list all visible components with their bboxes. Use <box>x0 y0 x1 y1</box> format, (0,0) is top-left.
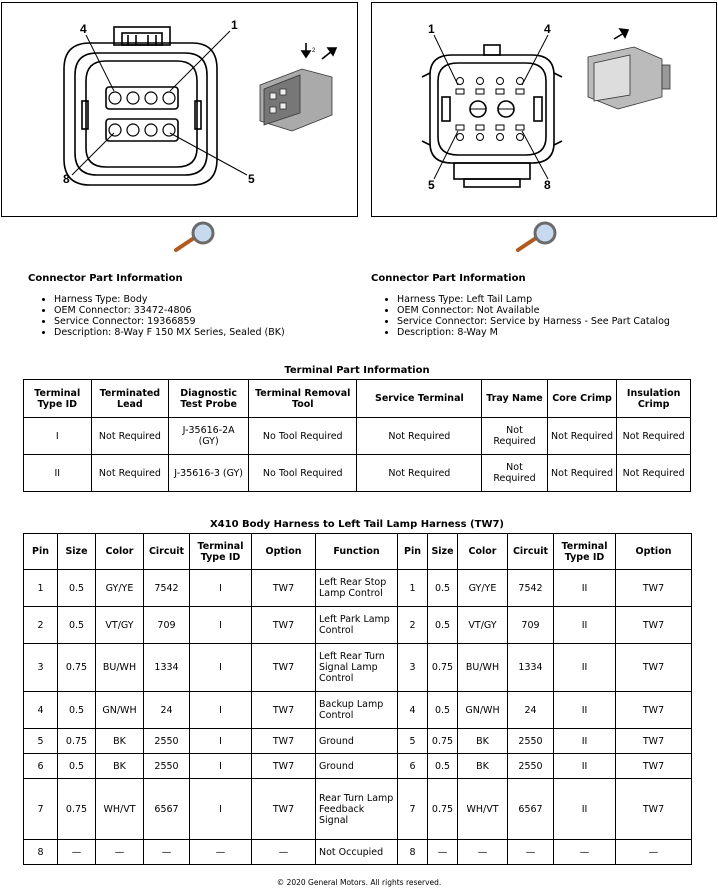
pin-table <box>23 533 692 865</box>
table-row <box>24 840 692 865</box>
table-cell: BK <box>96 729 144 754</box>
table-cell: VT/GY <box>96 607 144 644</box>
table-cell: Not Required <box>547 418 617 455</box>
table-cell: I <box>190 729 252 754</box>
table-cell: 0.5 <box>428 607 458 644</box>
function-cell: Rear Turn Lamp Feedback Signal <box>316 779 398 840</box>
table-cell: No Tool Required <box>249 455 357 492</box>
info-item: • Harness Type: Body <box>54 294 358 305</box>
table-cell: 7 <box>398 779 428 840</box>
table-cell: 4 <box>398 692 428 729</box>
table-cell: BU/WH <box>458 644 508 692</box>
right-connector-diagram <box>371 2 717 217</box>
table-cell: — <box>616 840 692 865</box>
table-cell: TW7 <box>616 607 692 644</box>
table-cell: No Tool Required <box>249 418 357 455</box>
header-cell: Service Terminal <box>357 380 482 418</box>
table-cell: 3 <box>398 644 428 692</box>
table-cell: 5 <box>24 729 58 754</box>
table-cell: I <box>24 418 92 455</box>
table-cell: TW7 <box>252 754 316 779</box>
table-cell: I <box>190 692 252 729</box>
table-cell: J-35616-3 (GY) <box>169 455 249 492</box>
header-cell: Insulation Crimp <box>617 380 691 418</box>
header-cell: Option <box>252 534 316 570</box>
table-cell: 0.75 <box>428 779 458 840</box>
table-cell: TW7 <box>252 644 316 692</box>
table-cell: Not Required <box>547 455 617 492</box>
table-row <box>24 644 692 692</box>
table-cell: 1334 <box>508 644 554 692</box>
table-cell: — <box>96 840 144 865</box>
table-row <box>24 607 692 644</box>
table-cell: 7 <box>24 779 58 840</box>
table-cell: II <box>554 754 616 779</box>
header-cell: Circuit <box>144 534 190 570</box>
table-cell: 5 <box>398 729 428 754</box>
header-cell: Size <box>58 534 96 570</box>
table-cell: WH/VT <box>458 779 508 840</box>
table-cell: 0.75 <box>58 779 96 840</box>
table-cell: Not Required <box>482 455 547 492</box>
table-cell: 0.5 <box>428 570 458 607</box>
table-cell: TW7 <box>616 644 692 692</box>
left-connector-diagram <box>1 2 358 217</box>
table-cell: 2550 <box>508 729 554 754</box>
table-cell: 0.75 <box>58 644 96 692</box>
table-cell: 7542 <box>508 570 554 607</box>
info-item: • Description: 8-Way F 150 MX Series, Sealed (BK) <box>54 327 358 338</box>
header-cell: Circuit <box>508 534 554 570</box>
header-cell: Terminated Lead <box>91 380 169 418</box>
table-cell: II <box>554 729 616 754</box>
table-row <box>24 455 691 492</box>
table-cell: 1334 <box>144 644 190 692</box>
table-cell: 0.5 <box>58 570 96 607</box>
header-cell: Terminal Type ID <box>24 380 92 418</box>
table-cell: II <box>554 692 616 729</box>
table-cell: TW7 <box>616 692 692 729</box>
table-cell: J-35616-2A (GY) <box>169 418 249 455</box>
table-cell: Not Required <box>617 455 691 492</box>
function-cell: Left Park Lamp Control <box>316 607 398 644</box>
table-cell: Not Required <box>617 418 691 455</box>
table-cell: 0.5 <box>428 692 458 729</box>
header-cell: Terminal Type ID <box>554 534 616 570</box>
table-cell: TW7 <box>252 779 316 840</box>
table-cell: 0.5 <box>58 754 96 779</box>
table-cell: 7542 <box>144 570 190 607</box>
table-cell: 0.5 <box>58 607 96 644</box>
magnifier-icon[interactable] <box>172 220 218 254</box>
table-cell: 2 <box>398 607 428 644</box>
table-cell: 0.5 <box>58 692 96 729</box>
table-row <box>24 418 691 455</box>
table-cell: GY/YE <box>96 570 144 607</box>
table-cell: — <box>58 840 96 865</box>
table-cell: 24 <box>508 692 554 729</box>
table-cell: 6567 <box>144 779 190 840</box>
function-cell: Ground <box>316 754 398 779</box>
info-item: • Harness Type: Left Tail Lamp <box>397 294 711 305</box>
header-cell: Terminal Type ID <box>190 534 252 570</box>
table-cell: TW7 <box>252 692 316 729</box>
pin-label-top-left: 4 <box>80 22 87 36</box>
table-row <box>24 729 692 754</box>
pin-table-title: X410 Body Harness to Left Tail Lamp Harness (TW7) <box>209 519 505 530</box>
table-cell: VT/GY <box>458 607 508 644</box>
header-cell: Pin <box>398 534 428 570</box>
table-cell: TW7 <box>252 729 316 754</box>
header-cell: Option <box>616 534 692 570</box>
left-connector-info <box>28 273 358 338</box>
table-cell: II <box>554 570 616 607</box>
table-cell: — <box>554 840 616 865</box>
table-cell: GN/WH <box>96 692 144 729</box>
copyright-footer: © 2020 General Motors. All rights reserved. <box>276 878 442 887</box>
table-cell: TW7 <box>616 779 692 840</box>
table-row <box>24 779 692 840</box>
table-row <box>24 692 692 729</box>
table-cell: 0.75 <box>428 729 458 754</box>
connector-info-heading: Connector Part Information <box>28 273 183 284</box>
table-cell: 709 <box>508 607 554 644</box>
header-cell: Function <box>316 534 398 570</box>
table-cell: Not Required <box>91 418 169 455</box>
connector-info-heading: Connector Part Information <box>371 273 526 284</box>
table-cell: TW7 <box>616 729 692 754</box>
table-cell: Not Required <box>482 418 547 455</box>
table-cell: 6567 <box>508 779 554 840</box>
header-cell: Color <box>96 534 144 570</box>
table-cell: I <box>190 570 252 607</box>
table-cell: TW7 <box>252 570 316 607</box>
function-cell: Left Rear Stop Lamp Control <box>316 570 398 607</box>
right-connector-info <box>371 273 711 338</box>
table-cell: I <box>190 754 252 779</box>
function-cell: Ground <box>316 729 398 754</box>
table-cell: GY/YE <box>458 570 508 607</box>
table-cell: 6 <box>398 754 428 779</box>
svg-text:2: 2 <box>312 48 316 54</box>
table-cell: BU/WH <box>96 644 144 692</box>
table-cell: TW7 <box>616 754 692 779</box>
table-cell: I <box>190 644 252 692</box>
header-cell: Pin <box>24 534 58 570</box>
header-cell: Diagnostic Test Probe <box>169 380 249 418</box>
header-cell: Terminal Removal Tool <box>249 380 357 418</box>
table-cell: 24 <box>144 692 190 729</box>
table-cell: 0.5 <box>428 754 458 779</box>
table-cell: — <box>508 840 554 865</box>
table-cell: TW7 <box>252 607 316 644</box>
pin-label-top-right: 1 <box>231 18 238 32</box>
table-cell: 1 <box>398 570 428 607</box>
pin-label-bottom-right: 8 <box>544 178 551 192</box>
table-cell: — <box>144 840 190 865</box>
terminal-table <box>23 379 691 492</box>
table-cell: 2550 <box>144 729 190 754</box>
function-cell: Left Rear Turn Signal Lamp Control <box>316 644 398 692</box>
table-cell: 2 <box>24 607 58 644</box>
table-cell: 2550 <box>144 754 190 779</box>
table-cell: 1 <box>24 570 58 607</box>
header-cell: Size <box>428 534 458 570</box>
info-item: • Description: 8-Way M <box>397 327 711 338</box>
table-cell: TW7 <box>616 570 692 607</box>
table-cell: I <box>190 779 252 840</box>
terminal-table-title: Terminal Part Information <box>284 365 430 376</box>
header-cell: Tray Name <box>482 380 547 418</box>
table-cell: — <box>458 840 508 865</box>
pin-label-bottom-right: 5 <box>248 172 255 186</box>
table-cell: II <box>554 779 616 840</box>
table-cell: Not Required <box>91 455 169 492</box>
table-cell: 709 <box>144 607 190 644</box>
table-cell: Not Required <box>357 455 482 492</box>
header-cell: Core Crimp <box>547 380 617 418</box>
magnifier-icon[interactable] <box>514 220 560 254</box>
table-cell: II <box>24 455 92 492</box>
table-row <box>24 570 692 607</box>
pin-label-bottom-left: 8 <box>63 172 70 186</box>
table-cell: — <box>428 840 458 865</box>
table-cell: 4 <box>24 692 58 729</box>
pin-label-top-left: 1 <box>428 22 435 36</box>
table-cell: 0.75 <box>58 729 96 754</box>
table-cell: 2550 <box>508 754 554 779</box>
pin-label-top-right: 4 <box>544 22 551 36</box>
pin-label-bottom-left: 5 <box>428 178 435 192</box>
table-cell: — <box>252 840 316 865</box>
info-item: • Service Connector: Service by Harness - See Part Catalog <box>397 316 711 327</box>
table-cell: BK <box>96 754 144 779</box>
table-cell: 3 <box>24 644 58 692</box>
table-cell: 8 <box>398 840 428 865</box>
function-cell: Not Occupied <box>316 840 398 865</box>
info-item: • OEM Connector: 33472-4806 <box>54 305 358 316</box>
header-cell: Color <box>458 534 508 570</box>
table-cell: — <box>190 840 252 865</box>
table-cell: BK <box>458 754 508 779</box>
table-cell: I <box>190 607 252 644</box>
table-cell: BK <box>458 729 508 754</box>
table-cell: 6 <box>24 754 58 779</box>
table-row <box>24 754 692 779</box>
table-cell: 0.75 <box>428 644 458 692</box>
table-cell: 8 <box>24 840 58 865</box>
table-cell: II <box>554 607 616 644</box>
info-item: • OEM Connector: Not Available <box>397 305 711 316</box>
table-cell: II <box>554 644 616 692</box>
table-cell: WH/VT <box>96 779 144 840</box>
table-cell: Not Required <box>357 418 482 455</box>
info-item: • Service Connector: 19366859 <box>54 316 358 327</box>
table-cell: GN/WH <box>458 692 508 729</box>
function-cell: Backup Lamp Control <box>316 692 398 729</box>
